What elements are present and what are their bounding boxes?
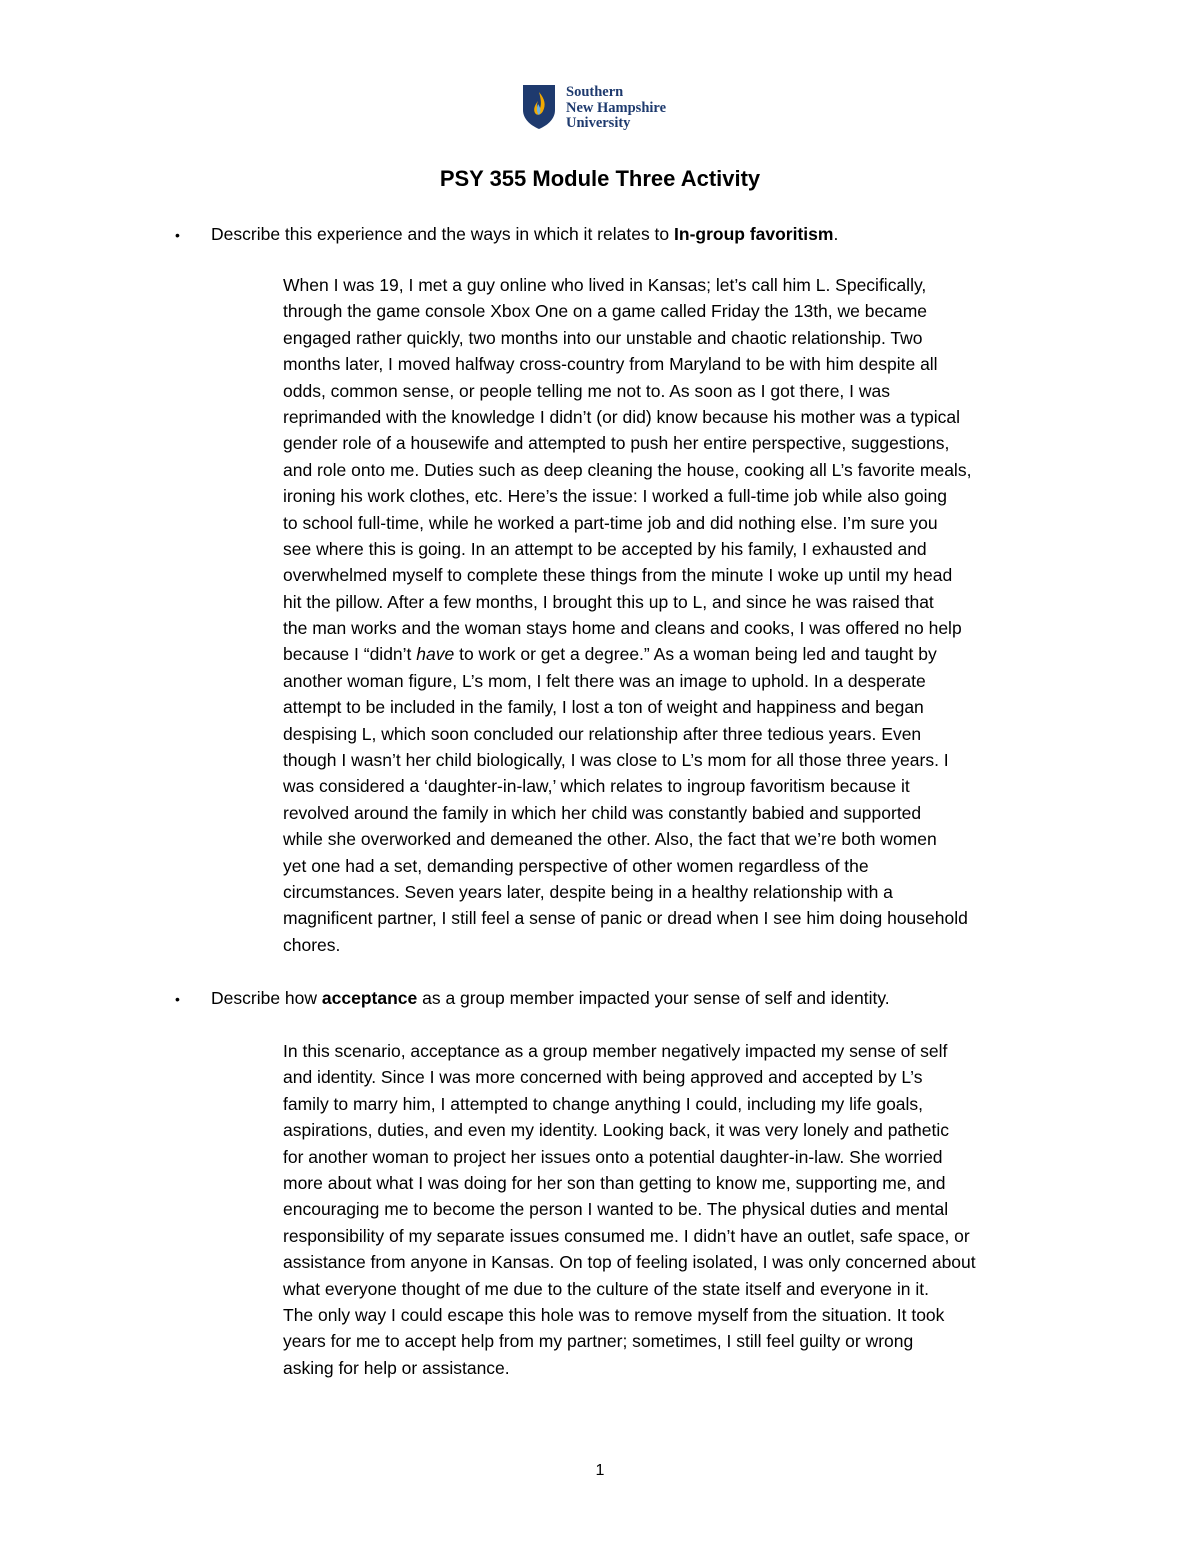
answer-line: while she overworked and demeaned the other. Also, the fact that we’re both women — [283, 829, 937, 850]
answer-line: though I wasn’t her child biologically, I was close to L’s mom for all those three years. I — [283, 750, 949, 771]
answer-2 — [283, 1038, 1083, 1381]
question-1-prefix: Describe this experience and the ways in which it relates to — [211, 224, 675, 244]
logo-line-1: Southern — [566, 84, 624, 100]
page-number: 1 — [595, 1462, 605, 1479]
answer-line: ironing his work clothes, etc. Here’s the issue: I worked a full-time job while also going — [283, 486, 948, 507]
answer-line: overwhelmed myself to complete these things from the minute I woke up until my head — [283, 565, 953, 586]
answer-line: When I was 19, I met a guy online who lived in Kansas; let’s call him L. Specifically, — [283, 275, 927, 295]
document-title: PSY 355 Module Three Activity — [439, 166, 761, 191]
answer-line: for another woman to project her issues onto a potential daughter-in-law. She worried — [283, 1146, 943, 1167]
answer-line: was considered a ‘daughter-in-law,’ which relates to ingroup favoritism because it — [283, 776, 910, 797]
answer-line: gender role of a housewife and attempted to push her entire perspective, suggestions, — [283, 433, 950, 454]
answer-line: more about what I was doing for her son than getting to know me, supporting me, and — [283, 1172, 946, 1193]
question-2-prefix: Describe how — [211, 988, 322, 1008]
question-1 — [211, 222, 838, 246]
answer-line: asking for help or assistance. — [283, 1357, 510, 1378]
answer-line: assistance from anyone in Kansas. On top of feeling isolated, I was only concerned about — [283, 1252, 976, 1273]
answer-line: attempt to be included in the family, I lost a ton of weight and happiness and began — [283, 697, 924, 718]
answer-line: engaged rather quickly, two months into our unstable and chaotic relationship. Two — [283, 327, 923, 348]
answer-line: revolved around the family in which her child was constantly babied and supported — [283, 802, 922, 823]
answer-line: magnificent partner, I still feel a sense of panic or dread when I see him doing household — [283, 908, 968, 929]
answer-line: and role onto me. Duties such as deep cleaning the house, cooking all L’s favorite meals, — [283, 459, 972, 480]
answer-line: to school full-time, while he worked a part-time job and did nothing else. I’m sure you — [283, 512, 938, 533]
bullet-marker: • — [175, 227, 180, 243]
answer-line: family to marry him, I attempted to change anything I could, including my life goals, — [283, 1093, 924, 1114]
question-2-suffix: as a group member impacted your sense of self and identity. — [417, 988, 890, 1008]
question-1-suffix: . — [833, 224, 839, 244]
question-1-emphasis: In-group favoritism — [674, 224, 834, 244]
shield-flame-icon — [522, 84, 556, 130]
answer-line: months later, I moved halfway cross-country from Maryland to be with him despite all — [283, 354, 938, 375]
answer-line: what everyone thought of me due to the culture of the state itself and everyone in it. — [283, 1278, 929, 1299]
question-2-emphasis: acceptance — [321, 988, 418, 1008]
university-logo — [522, 84, 692, 134]
bullet-marker: • — [175, 991, 180, 1007]
answer-line: encouraging me to become the person I wanted to be. The physical duties and mental — [283, 1199, 949, 1220]
answer-line: through the game console Xbox One on a game called Friday the 13th, we became — [283, 301, 928, 322]
answer-line: despising L, which soon concluded our relationship after three tedious years. Even — [283, 723, 922, 744]
answer-line: aspirations, duties, and even my identity. Looking back, it was very lonely and pathetic — [283, 1120, 950, 1141]
answer-line: years for me to accept help from my partner; sometimes, I still feel guilty or wrong — [283, 1331, 914, 1352]
answer-line: odds, common sense, or people telling me not to. As soon as I got there, I was — [283, 380, 891, 401]
answer-line: reprimanded with the knowledge I didn’t (or did) know because his mother was a typical — [283, 406, 961, 427]
logo-line-2: New Hampshire — [566, 99, 667, 116]
question-2 — [211, 986, 890, 1010]
answer-line: circumstances. Seven years later, despite being in a healthy relationship with a — [283, 881, 893, 902]
answer-line: yet one had a set, demanding perspective of other women regardless of the — [283, 855, 869, 876]
answer-line: chores. — [283, 934, 341, 955]
answer-line: hit the pillow. After a few months, I brought this up to L, and since he was raised that — [283, 591, 934, 612]
answer-line: another woman figure, L’s mom, I felt there was an image to uphold. In a desperate — [283, 670, 926, 691]
answer-line: and identity. Since I was more concerned with being approved and accepted by L’s — [283, 1067, 923, 1088]
answer-line: responsibility of my separate issues consumed me. I didn’t have an outlet, safe space, or — [283, 1225, 970, 1246]
answer-line: the man works and the woman stays home and cleans and cooks, I was offered no help — [283, 618, 962, 639]
logo-line-3: University — [566, 115, 631, 131]
answer-1 — [283, 272, 1083, 958]
answer-line: because I “didn’t have to work or get a degree.” As a woman being led and taught by — [283, 644, 937, 665]
answer-line: In this scenario, acceptance as a group member negatively impacted my sense of self — [283, 1041, 948, 1061]
answer-line: see where this is going. In an attempt to be accepted by his family, I exhausted and — [283, 538, 927, 559]
answer-line: The only way I could escape this hole was to remove myself from the situation. It took — [283, 1304, 945, 1325]
logo-wordmark — [566, 85, 666, 132]
